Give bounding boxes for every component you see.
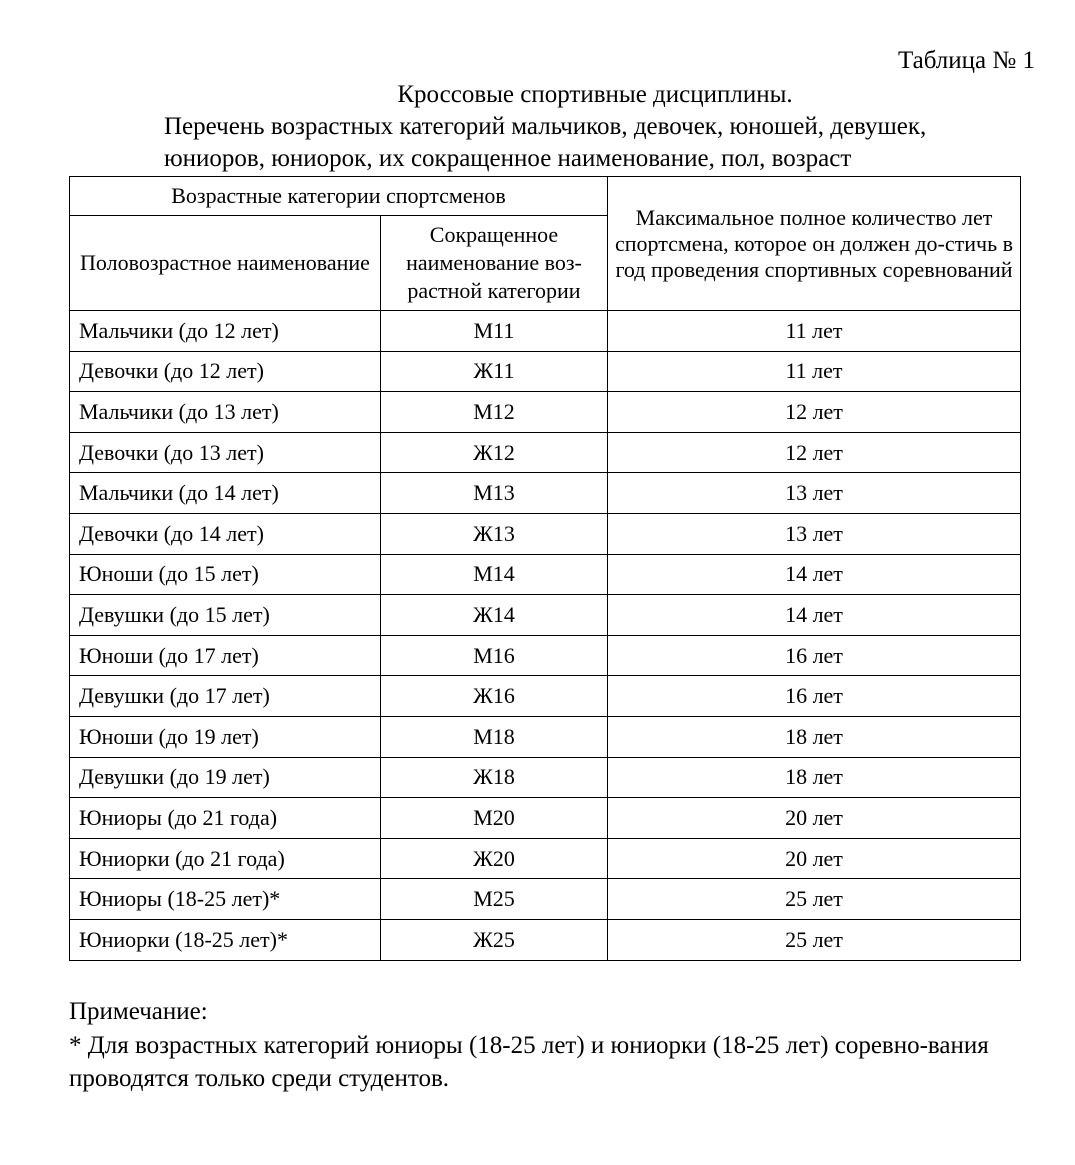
category-code: М16	[381, 635, 608, 676]
table-row	[70, 595, 1021, 636]
age-categories-table	[69, 176, 1021, 961]
category-code: Ж12	[381, 432, 608, 473]
category-code: Ж18	[381, 757, 608, 798]
category-code: М25	[381, 879, 608, 920]
category-max-age: 13 лет	[608, 513, 1021, 554]
category-name: Девочки (до 13 лет)	[70, 432, 381, 473]
header-max-age: Максимальное полное количество лет спортсмена, которое он должен до-стичь в год проведения спортивных соревнований	[608, 177, 1021, 311]
category-max-age: 20 лет	[608, 798, 1021, 839]
table-row	[70, 554, 1021, 595]
category-name: Юноши (до 19 лет)	[70, 716, 381, 757]
category-max-age: 14 лет	[608, 595, 1021, 636]
category-name: Юноши (до 15 лет)	[70, 554, 381, 595]
category-name: Юниорки (до 21 года)	[70, 838, 381, 879]
table-row	[70, 473, 1021, 514]
table-row	[70, 432, 1021, 473]
category-code: Ж14	[381, 595, 608, 636]
category-code: Ж25	[381, 919, 608, 960]
table-row	[70, 838, 1021, 879]
category-code: М12	[381, 392, 608, 433]
header-age-categories: Возрастные категории спортсменов	[70, 177, 608, 216]
category-name: Юниорки (18-25 лет)*	[70, 919, 381, 960]
category-max-age: 25 лет	[608, 919, 1021, 960]
header-name: Половозрастное наименование	[70, 216, 381, 311]
category-code: Ж13	[381, 513, 608, 554]
category-max-age: 13 лет	[608, 473, 1021, 514]
table-number: Таблица № 1	[897, 47, 1035, 74]
category-name: Мальчики (до 14 лет)	[70, 473, 381, 514]
table-row	[70, 676, 1021, 717]
category-max-age: 14 лет	[608, 554, 1021, 595]
document-title: Кроссовые спортивные дисциплины.	[397, 81, 793, 108]
category-code: М13	[381, 473, 608, 514]
header-code: Сокращенное наименование воз-растной категории	[381, 216, 608, 311]
category-code: М14	[381, 554, 608, 595]
category-max-age: 20 лет	[608, 838, 1021, 879]
table-row	[70, 757, 1021, 798]
document-subtitle-line-1: Перечень возрастных категорий мальчиков, девочек, юношей, девушек,	[164, 113, 927, 140]
category-name: Мальчики (до 13 лет)	[70, 392, 381, 433]
table-row	[70, 351, 1021, 392]
table-row	[70, 716, 1021, 757]
category-name: Мальчики (до 12 лет)	[70, 311, 381, 352]
category-code: М18	[381, 716, 608, 757]
table-row	[70, 392, 1021, 433]
category-name: Девушки (до 19 лет)	[70, 757, 381, 798]
table-row	[70, 635, 1021, 676]
table-row	[70, 919, 1021, 960]
note-label: Примечание:	[69, 998, 208, 1025]
document-subtitle-line-2: юниоров, юниорок, их сокращенное наименование, пол, возраст	[164, 145, 852, 172]
category-code: Ж11	[381, 351, 608, 392]
table-row	[70, 513, 1021, 554]
category-code: М20	[381, 798, 608, 839]
category-name: Девушки (до 17 лет)	[70, 676, 381, 717]
note-text: * Для возрастных категорий юниоры (18-25 лет) и юниорки (18-25 лет) соревно-вания проводятся только среди студентов.	[69, 1032, 989, 1092]
category-max-age: 18 лет	[608, 757, 1021, 798]
category-max-age: 11 лет	[608, 311, 1021, 352]
category-name: Девочки (до 14 лет)	[70, 513, 381, 554]
category-max-age: 16 лет	[608, 635, 1021, 676]
category-code: Ж16	[381, 676, 608, 717]
category-name: Юноши (до 17 лет)	[70, 635, 381, 676]
category-max-age: 11 лет	[608, 351, 1021, 392]
category-name: Юниоры (18-25 лет)*	[70, 879, 381, 920]
category-max-age: 25 лет	[608, 879, 1021, 920]
category-max-age: 12 лет	[608, 432, 1021, 473]
category-max-age: 16 лет	[608, 676, 1021, 717]
category-name: Девушки (до 15 лет)	[70, 595, 381, 636]
table-row	[70, 879, 1021, 920]
table-row	[70, 798, 1021, 839]
category-code: Ж20	[381, 838, 608, 879]
category-max-age: 18 лет	[608, 716, 1021, 757]
category-name: Девочки (до 12 лет)	[70, 351, 381, 392]
category-max-age: 12 лет	[608, 392, 1021, 433]
table-row	[70, 311, 1021, 352]
category-name: Юниоры (до 21 года)	[70, 798, 381, 839]
category-code: М11	[381, 311, 608, 352]
